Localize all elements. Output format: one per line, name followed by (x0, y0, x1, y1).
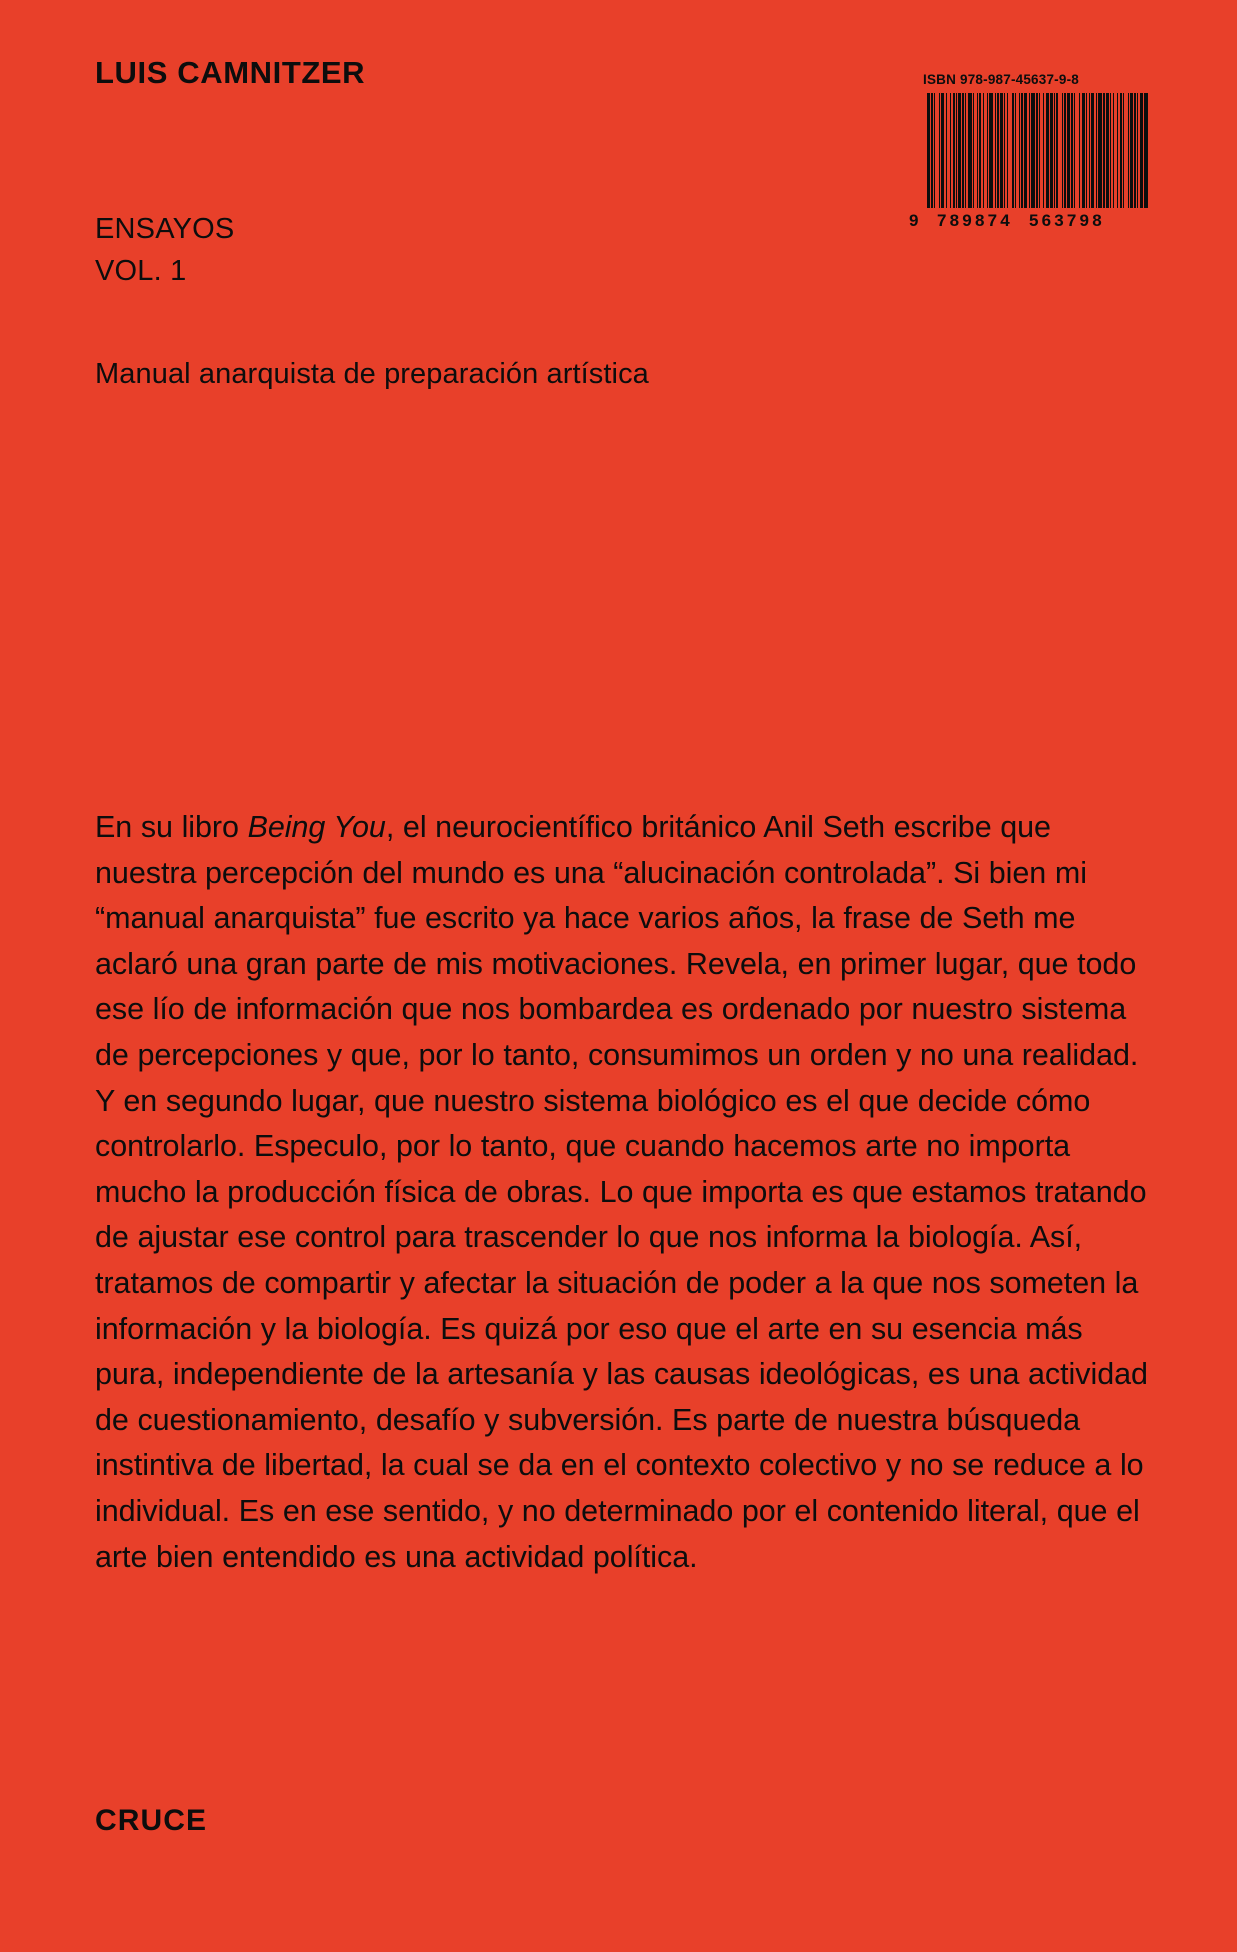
blurb-book-title: Being You (247, 810, 386, 844)
barcode-bars (927, 93, 1149, 208)
barcode-lead-digit: 9 (909, 211, 919, 230)
barcode-group-1: 789874 (937, 211, 1013, 230)
blurb-text-run: En su libro (95, 810, 248, 844)
author-name: LUIS CAMNITZER (95, 55, 366, 90)
barcode-group-2: 563798 (1028, 211, 1105, 230)
book-subtitle: Manual anarquista de preparación artística (95, 358, 649, 390)
series-line-1: ENSAYOS (95, 213, 235, 245)
series-label (95, 208, 234, 292)
isbn-number-label: ISBN 978-987-45637-9-8 (923, 72, 1079, 87)
back-cover-blurb (95, 805, 1150, 1580)
isbn-barcode-block (909, 72, 1149, 243)
barcode-digits (909, 211, 1149, 231)
barcode (909, 93, 1149, 243)
publisher-imprint: CRUCE (95, 1804, 208, 1837)
series-line-2: VOL. 1 (95, 255, 187, 288)
blurb-text-run: , el neurocientífico británico Anil Seth escribe que nuestra percepción del mundo es una “alucinación controlada”. Si bien mi “manual anarquista” fue escrito ya hace varios años, la frase de Seth me aclaró una gran parte de mis motivaciones. Revela, en primer lugar, que todo ese lío de información que nos bombardea es ordenado por nuestro sistema de percepciones y que, por lo tanto, consumimos un orden y no una realidad. Y en segundo lugar, que nuestro sistema biológico es el que decide cómo controlarlo. Especulo, por lo tanto, que cuando hacemos arte no importa mucho la producción física de obras. Lo que importa es que estamos tratando de ajustar ese control para trascender lo que nos informa la biología. Así, tratamos de compartir y afectar la situación de poder a la que nos someten la información y la biología. Es quizá por eso que el arte en su esencia más pura, independiente de la artesanía y las causas ideológicas, es una actividad de cuestionamiento, desafío y subversión. Es parte de nuestra búsqueda instintiva de libertad, la cual se da en el contexto colectivo y no se reduce a lo individual. Es en ese sentido, y no determinado por el contenido literal, que el arte bien entendido es una actividad política. (95, 810, 1148, 1574)
